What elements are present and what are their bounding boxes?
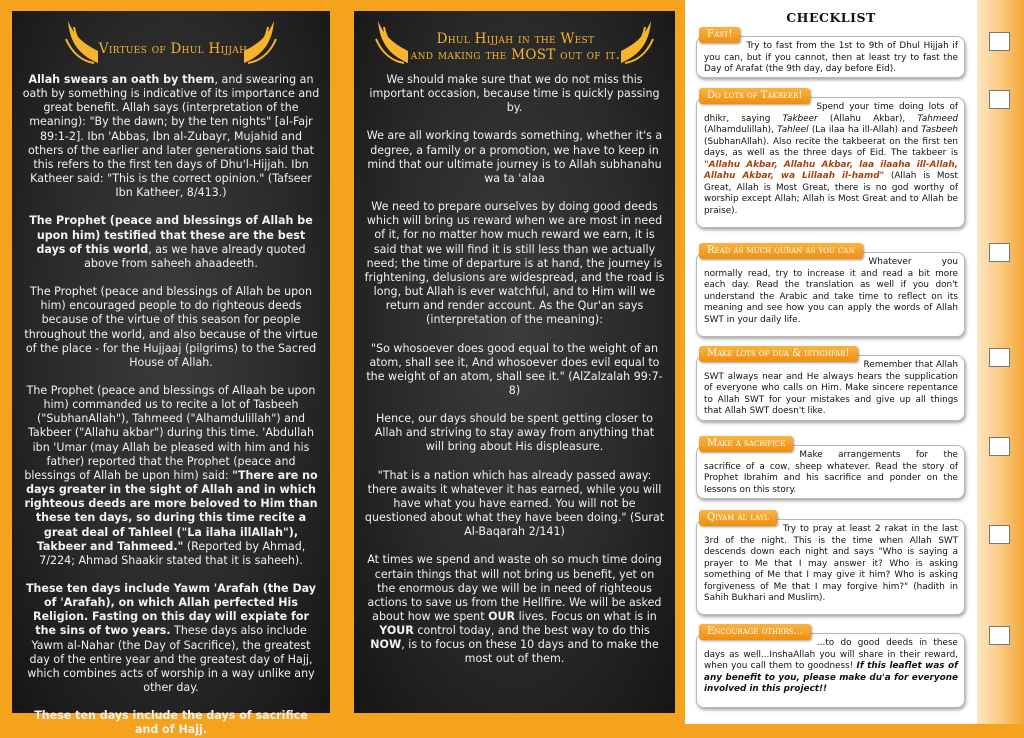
tag-qiyam: Qiyam al layl: [699, 510, 777, 526]
checklist-item-encourage-emph: If this leaflet was of any benefit to you, please make du'a for everyone involved in this project!!: [704, 661, 958, 694]
virtues-panel: [12, 11, 330, 737]
checklist-item-dua-text: Remember that Allah SWT always near and He always hears the supplication of everyone who calls on Him. Make sincere repentance to Allah SWT for your mistakes and give up all things that Allah SWT doesn't like.: [704, 360, 958, 416]
west-para-7-our: OUR: [488, 610, 516, 623]
takbeer-text-2: (Allahu Akbar),: [817, 113, 918, 124]
checklist-item-quran: [696, 245, 965, 337]
virtues-para-4-bold: "There are no days greater in the sight of Allah and in which righteous deeds are more beloved to Him than these ten days, so during this time recite a great deal of Tahleel ("La ilaha illAllah"), Takbeer and Tahmeed.": [24, 468, 318, 553]
virtues-para-4-text-c: (Reported by Ahmad, 7/224; Ahmad Shaakir stated that it is saheeh).: [39, 539, 306, 567]
checklist-item-encourage-text: ...to do good deeds in these days as well...InshaAllah you will share in their reward, when you call them to goodness!: [704, 638, 958, 671]
virtues-para-1-text: , and swearing an oath by something is indicative of its importance and great benefit. Allah says (interpretation of the meaning): "By the dawn; by the ten nights" [al-Fajr 89:1-2]. Ibn 'Abbas, Ibn al-Zubayr, Mujahid and others of the earlier and later generations said that this refers to the first ten days of Dhu'l-Hijjah. Ibn Katheer said: "This is the correct opinion." (Tafseer Ibn Katheer, 8/413.): [22, 73, 320, 200]
west-para-5: Hence, our days should be spent getting closer to Allah and striving to stay away from anything that will bring about His displeasure.: [374, 412, 655, 454]
tag-quran: Read as much quran as you can: [699, 243, 863, 259]
virtues-para-3: The Prophet (peace and blessings of Allah be upon him) encouraged people to do righteous deeds because of the virtue of this season for people throughout the world, and also because of the virtue of the place - for the Hujjaaj (pilgrims) to the Sacred House of Allah.: [24, 285, 318, 369]
checklist-item-dua: [696, 348, 965, 421]
virtues-para-4-text-a: The Prophet (peace and blessings of Allaah be upon him) commanded us to recite a lot of Tasbeeh ("SubhanAllah"), Tahmeed ("Alhamdulillah") and Takbeer ("Allahu akbar") during this time. 'Abdullah ibn 'Umar (may Allah be pleased with him and his father) reported that the Prophet (peace and blessings of Allah be upon him) said:: [24, 383, 316, 482]
west-para-1: We should make sure that we do not miss this important occasion, because time is quickly passing by.: [369, 73, 660, 115]
checkbox-qiyam[interactable]: [989, 525, 1010, 544]
checklist-item-takbeer: [696, 90, 965, 228]
virtues-para-1: [22, 73, 320, 200]
tag-encourage: Encourage others...: [699, 624, 811, 640]
left-wing-icon: [374, 17, 410, 67]
west-para-7-text-a: At times we spend and waste oh so much time doing certain things that will not bring us benefit, yet on the enormous day we will be in need of righteous actions to save us from the Hellfire. We will be asked about how we spent: [367, 553, 662, 623]
west-para-7-your: YOUR: [379, 624, 414, 638]
checklist-item-quran-text: Whatever you normally read, try to increase it and read a bit more each day. Read the translation as well if you don't understand the Arabic and take time to reflect on its meaning and see how you can apply the words of Allah SWT in your daily life.: [704, 257, 958, 325]
takbeer-text-3: (Alhamdulillah),: [704, 125, 778, 135]
checkbox-encourage[interactable]: [989, 626, 1010, 645]
takbeer-text-5: (SubhanAllah). Also recite the takbeerat on the first ten days, as well as the three days of Eid. The takbeer is: [704, 136, 958, 158]
checkbox-sacrifice[interactable]: [989, 437, 1010, 456]
virtues-para-6: [22, 709, 320, 737]
takbeer-word-4: Tasbeeh: [921, 125, 958, 135]
checklist-item-sacrifice-text: Make arrangements for the sacrifice of a cow, sheep whatever. Read the story of Prophet Ibrahim and his sacrifice and ponder on the lessons on this story.: [704, 450, 958, 495]
virtues-para-5-text: These days also include Yawm al-Nahar (the Day of Sacrifice), the greatest day of the entire year and the greatest day of Hajj, which combines acts of worship in a way unlike any other day.: [27, 624, 315, 695]
tag-sacrifice: Make a sacrifice: [699, 436, 793, 452]
takbeer-word-3: Tahleel: [777, 125, 809, 135]
west-para-7: [364, 553, 665, 666]
checklist-item-qiyam: [696, 512, 965, 615]
takbeer-text-6: (Allah is Most Great, Allah is Most Great, there is no god worthy of worship except Allah; Allah is Most Great and to Allah be praise).: [704, 171, 958, 216]
virtues-header: [22, 17, 320, 73]
virtues-para-2-text: , as we have already quoted above from saheeh ahaadeeth.: [84, 242, 306, 270]
virtues-para-2-bold: The Prophet (peace and blessings of Allah be upon him) testified that these are the best days of this world: [29, 214, 313, 256]
west-para-2: We are all working towards something, whether it's a degree, a family or a promotion, we have to keep in mind that our ultimate journey is to Allah subhanahu wa ta 'alaa: [366, 129, 663, 185]
virtues-para-4: [22, 384, 320, 568]
virtues-body: [22, 73, 320, 738]
tag-fast: Fast!: [699, 27, 740, 43]
west-para-3: We need to prepare ourselves by doing good deeds which will bring us reward when we are most in need of it, for no matter how much reward we earn, it is said that we will find it is still less than we actually need; the time of departure is at hand, the journey is frightening, delusions are widespread, and the road is long, but Allah is ever watchful, and to Him will we return and render account. As the Qur'an says (interpretation of the meaning):: [364, 200, 665, 327]
checkbox-fast[interactable]: [989, 32, 1010, 51]
takbeer-text-4: (La ilaa ha ill-Allah) and: [808, 125, 922, 135]
takbeer-word-1: Takbeer: [782, 113, 818, 124]
checklist-item-fast: [696, 29, 965, 78]
west-para-7-text-b: lives. Focus on what is in: [515, 610, 657, 623]
virtues-para-1-bold: Allah swears an oath by them: [28, 73, 215, 86]
virtues-title: Virtues of Dhul Hijjah: [98, 41, 248, 57]
takbeer-phrase: "Allahu Akbar, Allahu Akbar, laa ilaaha ill-Allah, Allahu Akbar, wa Lillaah il-hamd": [704, 159, 958, 181]
tag-takbeer: Do lots of Takbeer!: [699, 88, 810, 104]
west-para-7-text-d: , is to focus on these 10 days and to make the most out of them.: [401, 638, 659, 666]
checklist-item-sacrifice: [696, 438, 965, 499]
west-header: [364, 17, 665, 73]
west-title: [406, 31, 625, 63]
checklist-item-fast-text: Try to fast from the 1st to 9th of Dhul Hijjah if you can, but if you cannot, then at least try to fast the Day of Arafat (the 9th day, day before Eid).: [704, 41, 958, 74]
west-para-7-now: NOW: [370, 638, 402, 652]
takbeer-word-2: Tahmeed: [917, 113, 958, 124]
takbeer-text-1: Spend your time doing lots of dhikr, saying: [704, 102, 958, 124]
checkbox-takbeer[interactable]: [989, 90, 1010, 109]
west-body: [364, 73, 665, 667]
checklist-item-encourage: [696, 626, 965, 708]
virtues-para-2: [22, 214, 320, 271]
west-para-7-text-c: control today, and the best way to do this: [413, 624, 650, 638]
checkbox-dua[interactable]: [989, 348, 1010, 367]
west-para-6: "That is a nation which has already passed away: there awaits it whatever it has earned, while you will have what you have earned. You will not be questioned about what they have been doing." (Surat Al-Baqarah 2/141): [364, 468, 665, 539]
virtues-para-5: [22, 582, 320, 695]
checklist-panel: [685, 0, 977, 724]
west-title-line-1: Dhul Hijjah in the West: [436, 31, 595, 47]
west-para-4: "So whosoever does good equal to the weight of an atom, shall see it, And whosoever does evil equal to the weight of an atom, shall see it." (AlZalzalah 99:7-8): [366, 341, 663, 397]
virtues-para-5-bold: These ten days include Yawm 'Arafah (the Day of 'Arafah), on which Allah perfected His Religion. Fasting on this day will expiate for the sins of two years.: [25, 582, 317, 638]
virtues-para-6-bold: These ten days include the days of sacrifice and of Hajj.: [34, 709, 308, 737]
checklist-title: CHECKLIST: [786, 10, 876, 25]
west-title-line-2: and making the MOST out of it.: [410, 47, 621, 63]
west-panel: [354, 11, 675, 713]
checkbox-quran[interactable]: [989, 243, 1010, 262]
tag-dua: Make lots of dua & istighfar!: [699, 346, 858, 362]
checklist-item-qiyam-text: Try to pray at least 2 rakat in the last 3rd of the night. This is the time when Allah SWT descends down each night and says "Who is saying a prayer to Me that I may answer it? Who is asking something of Me that I may give it him? Who is asking forgiveness of Me that I may forgive him?" (hadith in Sahih Bukhari and Muslim).: [704, 524, 958, 603]
